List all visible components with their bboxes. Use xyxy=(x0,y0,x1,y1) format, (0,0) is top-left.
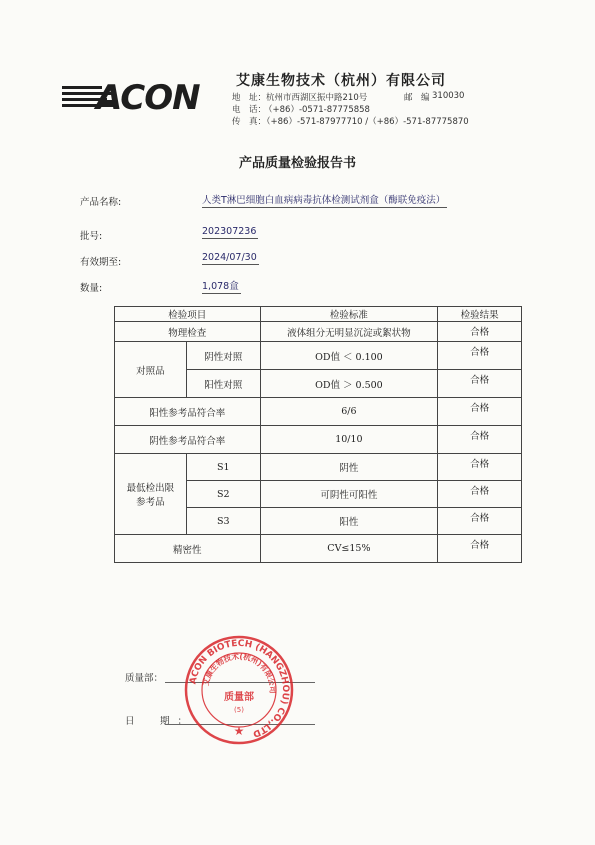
seal-inner-text: 艾康生物技术(杭州)有限公司 xyxy=(201,651,278,694)
expiry-label: 有效期至: xyxy=(80,257,122,268)
company-logo xyxy=(62,80,217,120)
row-standard: 可阴性可阳性 xyxy=(260,481,438,508)
row-standard: 6/6 xyxy=(260,398,438,426)
expiry-value: 2024/07/30 xyxy=(202,252,257,263)
row-result: 合格 xyxy=(438,370,522,398)
inspection-table xyxy=(114,306,522,563)
company-seal xyxy=(183,634,295,746)
address-label: 地 址： xyxy=(232,93,267,103)
row-item: S3 xyxy=(186,508,260,535)
fax-label: 传 真： xyxy=(232,117,267,127)
seal-outer-text: ACON BIOTECH (HANGZHOU) CO.,LTD xyxy=(188,638,291,739)
product-name-value: 人类T淋巴细胞白血病病毒抗体检测试剂盒（酶联免疫法） xyxy=(202,192,447,208)
row-standard: 阳性 xyxy=(260,508,438,535)
row-item: 阴性参考品符合率 xyxy=(115,426,261,454)
header-item: 检验项目 xyxy=(115,307,261,322)
row-result: 合格 xyxy=(438,454,522,481)
seal-number: (5) xyxy=(234,706,244,714)
batch-value: 202307236 xyxy=(202,226,257,237)
row-standard: 液体组分无明显沉淀或絮状物 xyxy=(260,322,438,342)
logo-text: ACON xyxy=(96,78,200,118)
company-name: 艾康生物技术（杭州）有限公司 xyxy=(236,73,446,89)
qa-department-label: 质量部： xyxy=(125,673,164,684)
control-group-label: 对照品 xyxy=(115,342,187,398)
table-row xyxy=(115,398,522,426)
lod-group-line1: 最低检出限 xyxy=(126,483,175,494)
date-label: 日 期： xyxy=(125,716,196,727)
row-item: 物理检查 xyxy=(115,322,261,342)
table-row xyxy=(115,322,522,342)
postcode-label: 邮 编 xyxy=(404,93,430,103)
row-result: 合格 xyxy=(438,398,522,426)
row-item: 阴性对照 xyxy=(186,342,260,370)
table-row xyxy=(115,454,522,481)
table-row xyxy=(115,342,522,370)
row-standard: 阴性 xyxy=(260,454,438,481)
row-result: 合格 xyxy=(438,342,522,370)
row-item: 精密性 xyxy=(115,535,261,563)
document-title: 产品质量检验报告书 xyxy=(238,156,356,171)
lod-group-line2: 参考品 xyxy=(136,497,165,508)
row-standard: 10/10 xyxy=(260,426,438,454)
fax-value: （+86）-571-87977710 /（+86）-571-87775870 xyxy=(262,117,469,127)
seal-graphic xyxy=(183,634,295,746)
product-name-label: 产品名称: xyxy=(80,197,122,208)
row-result: 合格 xyxy=(438,508,522,535)
row-item: 阳性参考品符合率 xyxy=(115,398,261,426)
address-value: 杭州市西湖区振中路210号 xyxy=(266,93,368,103)
row-item: 阳性对照 xyxy=(186,370,260,398)
row-standard: CV≤15% xyxy=(260,535,438,563)
quantity-value: 1,078盒 xyxy=(202,278,241,294)
row-item: S1 xyxy=(186,454,260,481)
lod-group-label xyxy=(115,454,187,535)
row-result: 合格 xyxy=(438,535,522,563)
quantity-label: 数量: xyxy=(80,283,103,294)
table-header-row xyxy=(115,307,522,322)
tel-value: （+86）-0571-87775858 xyxy=(264,105,370,115)
row-result: 合格 xyxy=(438,426,522,454)
row-result: 合格 xyxy=(438,322,522,342)
row-item: S2 xyxy=(186,481,260,508)
batch-label: 批号: xyxy=(80,231,103,242)
header-result: 检验结果 xyxy=(438,307,522,322)
row-standard: OD值 ＞ 0.500 xyxy=(260,370,438,398)
tel-label: 电 话： xyxy=(232,105,267,115)
row-standard: OD值 ＜ 0.100 xyxy=(260,342,438,370)
seal-center-text: 质量部 xyxy=(224,692,254,703)
table-row xyxy=(115,535,522,563)
postcode-value: 310030 xyxy=(432,91,465,101)
header-standard: 检验标准 xyxy=(260,307,438,322)
seal-star-icon: ★ xyxy=(233,724,245,738)
table-row xyxy=(115,426,522,454)
row-result: 合格 xyxy=(438,481,522,508)
